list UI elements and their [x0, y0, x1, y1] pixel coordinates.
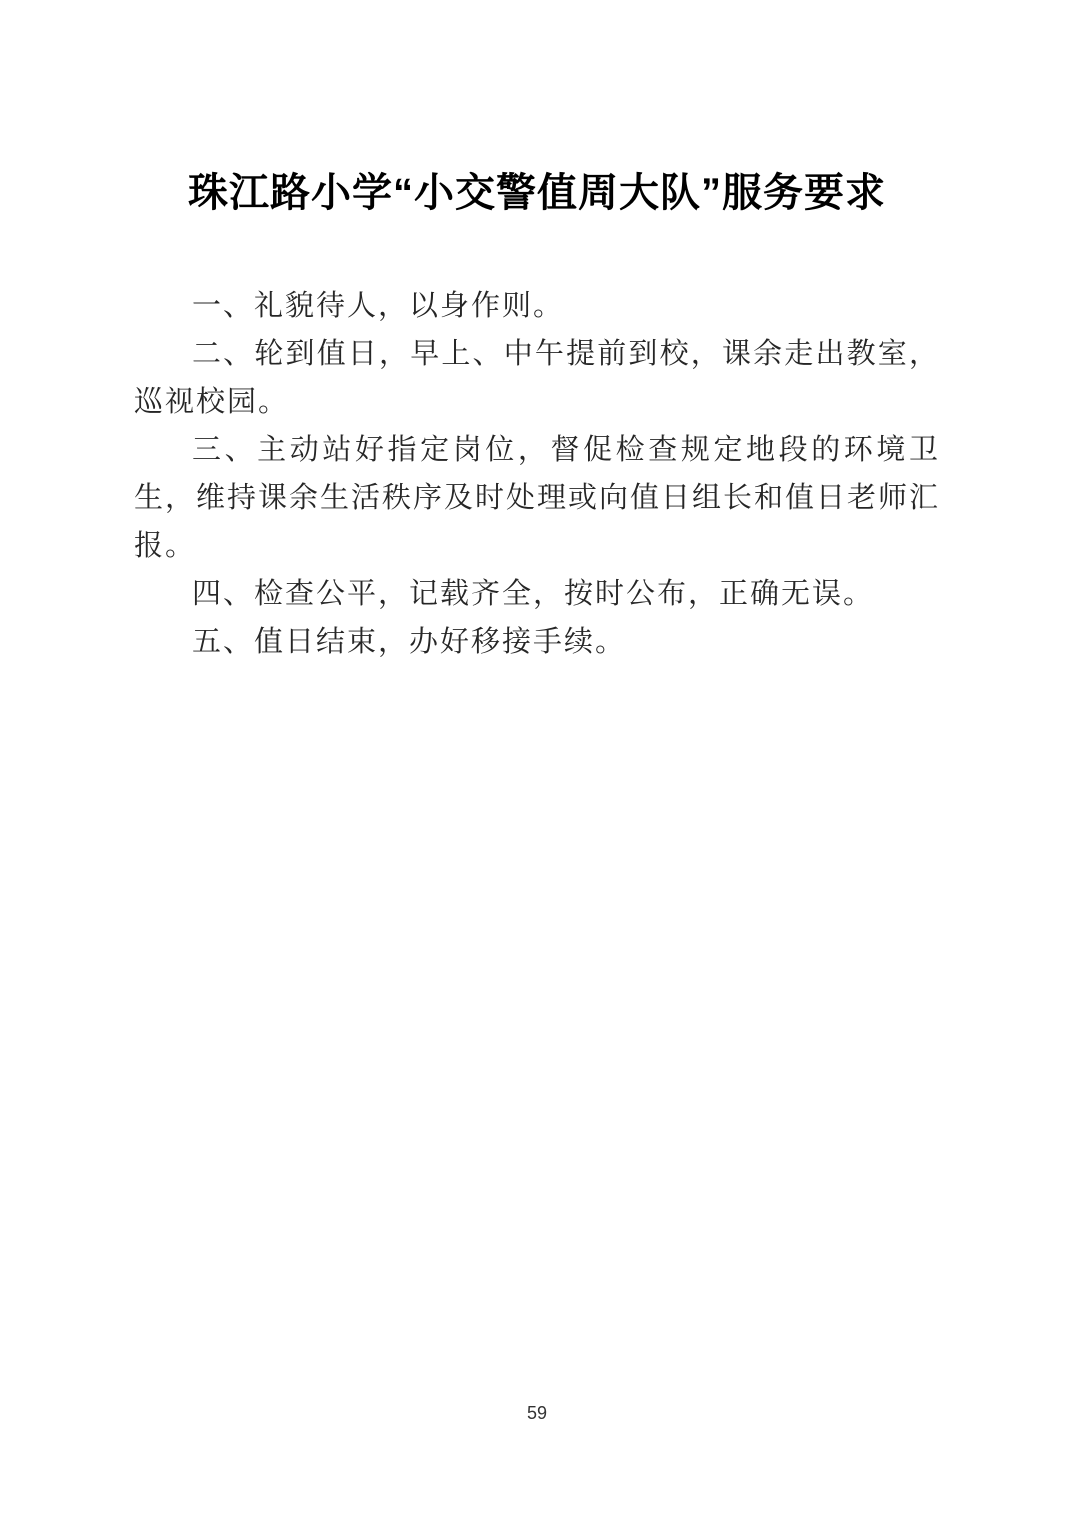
page-number: 59 [526, 1403, 548, 1423]
document-content [134, 168, 940, 666]
document-body [134, 282, 940, 666]
paragraph-item-5: 五、值日结束，办好移接手续。 [192, 626, 627, 658]
paragraph-item-3: 三、主动站好指定岗位，督促检查规定地段的环境卫生，维持课余生活秩序及时处理或向值日组长和值日老师汇报。 [134, 434, 941, 562]
paragraph-item-4: 四、检查公平，记载齐全，按时公布，正确无误。 [192, 578, 875, 610]
paragraph-item-1: 一、礼貌待人，以身作则。 [192, 290, 565, 322]
paragraph-item-2: 二、轮到值日，早上、中午提前到校，课余走出教室，巡视校园。 [134, 338, 940, 418]
document-title: 珠江路小学“小交警值周大队”服务要求 [188, 171, 886, 215]
